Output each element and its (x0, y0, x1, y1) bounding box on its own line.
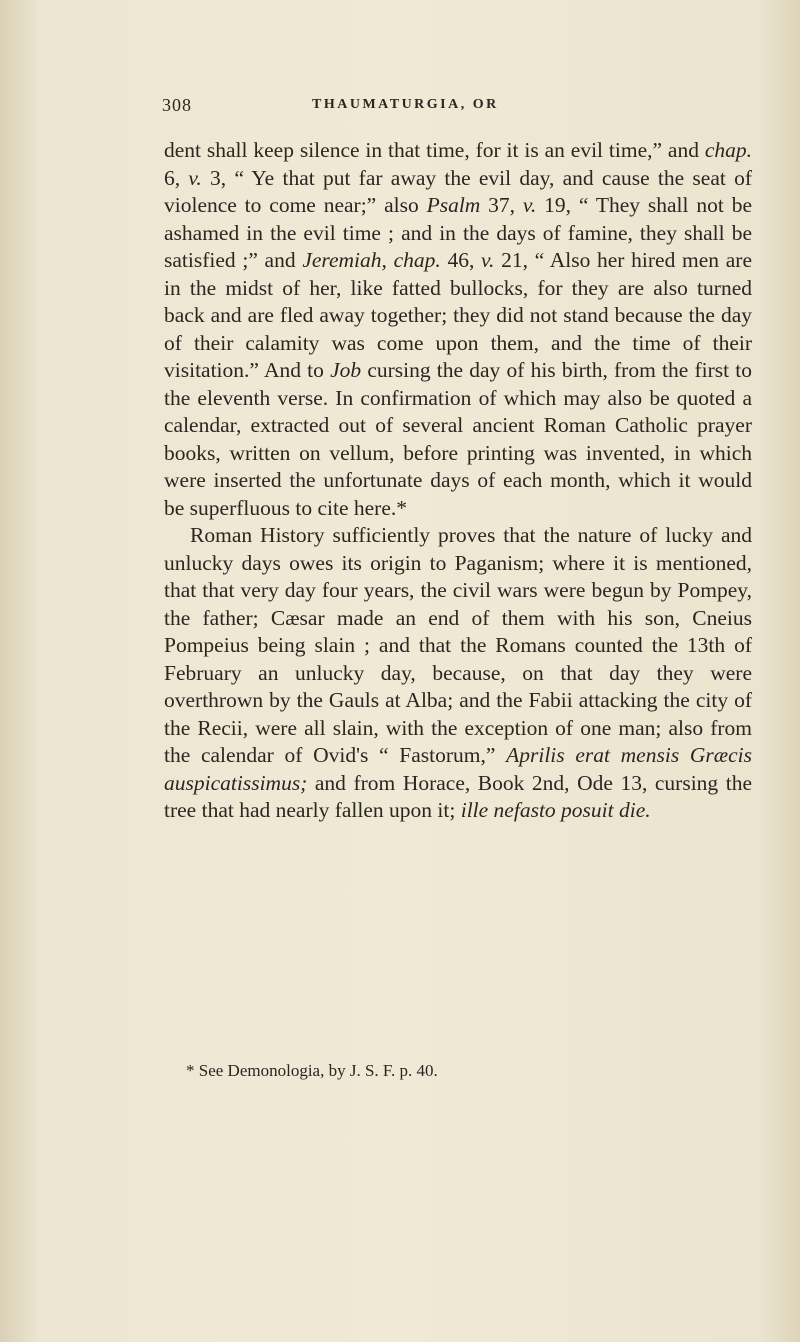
text-run: 3, “ Ye that put far away the evil day, and cause the seat of violence to come near;” also (164, 165, 753, 217)
page-header (162, 95, 752, 125)
text-run: 46, (440, 248, 482, 272)
text-run: 37, (480, 193, 523, 217)
text-run: 19, “ They shall not be ashamed in the evil time ; and in the days of famine, they shall be satisfied ;” and (164, 193, 752, 272)
text-run: cursing the day of his birth, from the first to the eleventh verse. In confirmation of which may also be quoted a calendar, extracted out of several ancient Roman Catholic prayer books, written on vellum, before printing was invented, in which were inserted the unfortunate days of each month, which it would be superfluous to cite here.* (164, 358, 752, 520)
text-run: dent shall keep silence in that time, for it is an evil time,” and (164, 138, 705, 162)
text-run: 21, “ Also her hired men are in the midst of her, like fatted bullocks, for they are also turned back and are fled away together; they did not stand because the day of their calamity was come upon them, and the time of their visitation.” And to (164, 248, 753, 382)
italic-run: v. (522, 193, 537, 217)
italic-run: ille nefasto posuit die. (460, 798, 651, 822)
italic-run: v. (481, 248, 495, 272)
paragraph (164, 522, 752, 825)
italic-run: chap. (704, 138, 752, 162)
italic-run: Job (330, 358, 362, 382)
footnote: * See Demonologia, by J. S. F. p. 40. (186, 1061, 438, 1080)
italic-run: v. (188, 165, 202, 190)
paragraph (164, 137, 752, 522)
italic-run: Psalm (426, 193, 481, 217)
text-run: Roman History sufficiently proves that the nature of lucky and unlucky days owes its origin to Paganism; where it is mentioned, that that very day four years, the civil wars were begun by Pompey, the father; Cæsar made an end of them with his son, Cneius Pompeius being slain ; and that the Romans counted the 13th of February an unlucky day, because, on that day they were overthrown by the Gauls at Alba; and the Fabii attacking the city of the Recii, were all slain, with the exception of one man; also from the calendar of Ovid's “ Fastorum,” (164, 523, 752, 767)
page-number: 308 (162, 95, 192, 115)
text-run: and from Horace, Book 2nd, Ode 13, cursing the tree that had nearly fallen upon it; (164, 770, 752, 822)
body-text (164, 137, 752, 825)
italic-run: Aprilis erat mensis Græcis auspicatissimus; (164, 743, 752, 795)
text-run: 6, (164, 165, 189, 190)
italic-run: Jeremiah, chap. (302, 248, 441, 272)
running-title: THAUMATURGIA, OR (312, 97, 499, 112)
